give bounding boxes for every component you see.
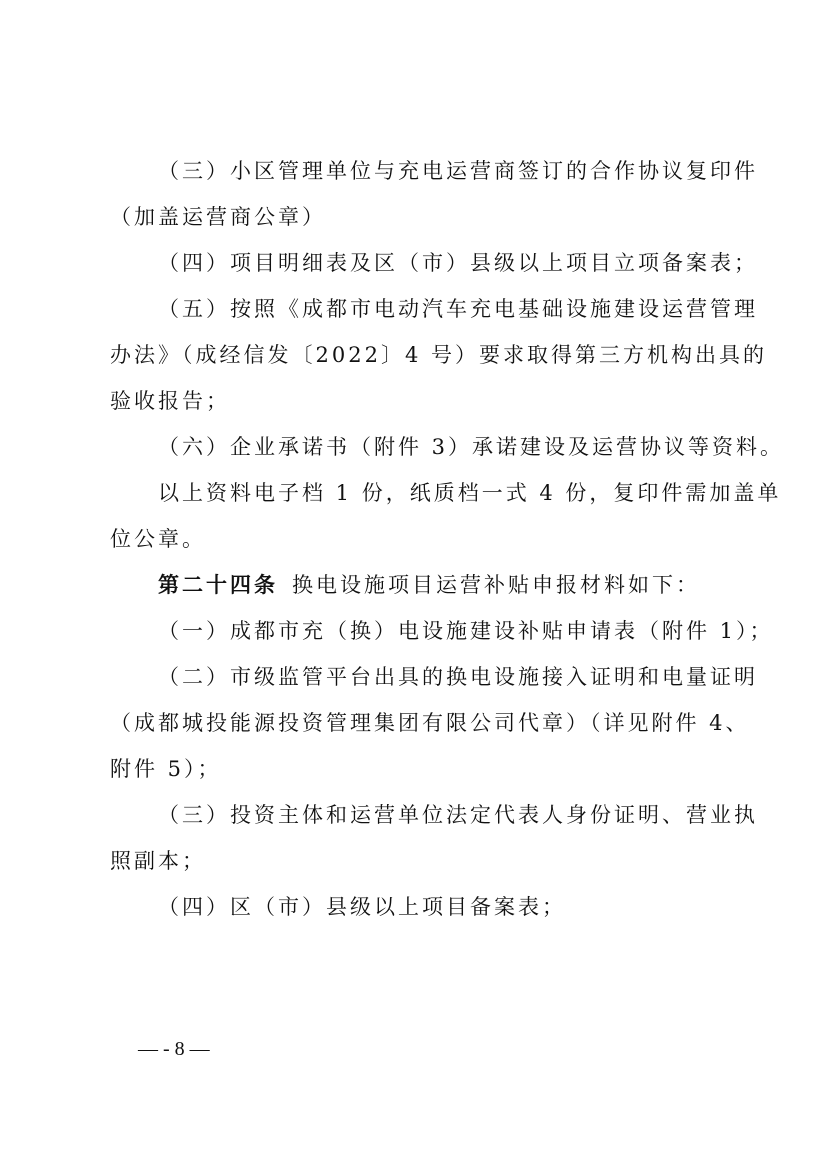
article-heading: 第二十四条 [158, 573, 278, 597]
text-line: 位公章。 [110, 527, 206, 551]
page-number: — - 8 — [138, 1038, 210, 1060]
text-line: 验收报告； [110, 389, 230, 413]
text-line: （三）小区管理单位与充电运营商签订的合作协议复印件 [158, 159, 758, 183]
text-line: 附件 5）； [110, 757, 222, 781]
text-line: 以上资料电子档 1 份，纸质档一式 4 份，复印件需加盖单 [158, 481, 782, 505]
article-line [158, 570, 700, 600]
text-line: （成都城投能源投资管理集团有限公司代章）（详见附件 4、 [110, 711, 750, 735]
text-line: （二）市级监管平台出具的换电设施接入证明和电量证明 [158, 665, 758, 689]
text-line: 照副本； [110, 849, 206, 873]
text-line: （六）企业承诺书（附件 3）承诺建设及运营协议等资料。 [158, 435, 785, 459]
text-line: （加盖运营商公章） [110, 205, 326, 229]
text-line: （一）成都市充（换）电设施建设补贴申请表（附件 1）； [158, 619, 774, 643]
text-line: 办法》（成经信发〔2022〕4 号）要求取得第三方机构出具的 [110, 343, 767, 367]
text-line: （四）区（市）县级以上项目备案表； [158, 895, 566, 919]
text-line: （四）项目明细表及区（市）县级以上项目立项备案表； [158, 251, 758, 275]
text-line: （五）按照《成都市电动汽车充电基础设施建设运营管理 [158, 297, 758, 321]
article-text: 换电设施项目运营补贴申报材料如下： [292, 573, 700, 597]
text-line: （三）投资主体和运营单位法定代表人身份证明、营业执 [158, 803, 758, 827]
